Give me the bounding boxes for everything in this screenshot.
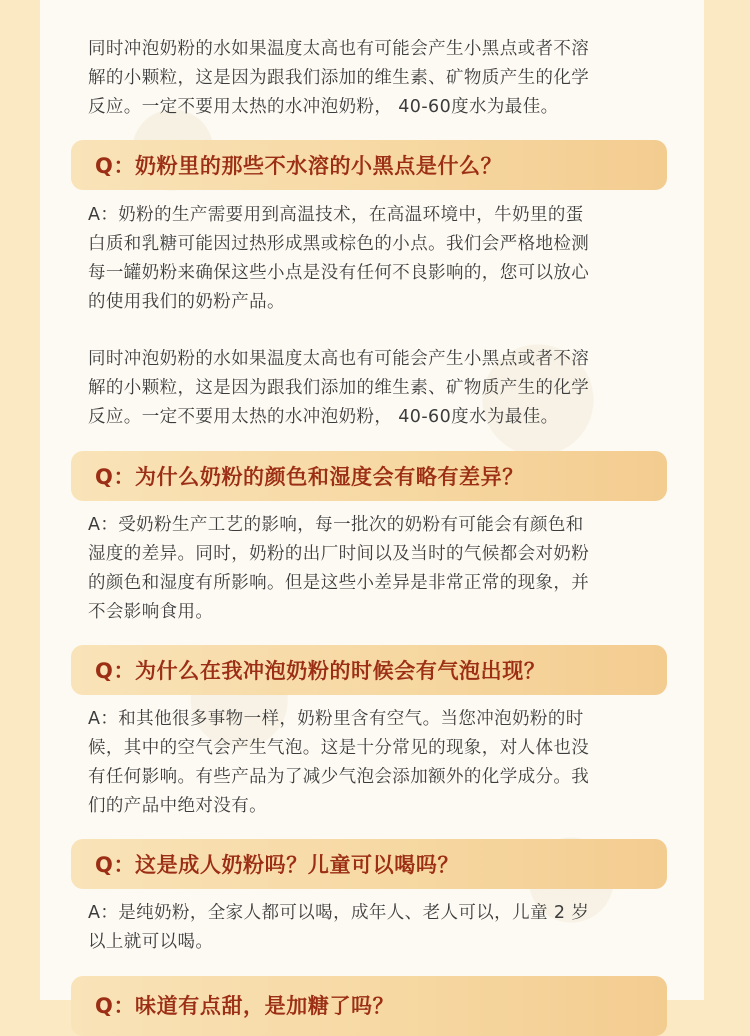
answer-line: 每一罐奶粉来确保这些小点是没有任何不良影响的，您可以放心 <box>88 263 590 283</box>
answer-line: 解的小颗粒，这是因为跟我们添加的维生素、矿物质产生的化学 <box>88 378 590 398</box>
faq-question-bar <box>71 839 667 889</box>
faq-question-bar <box>71 140 667 190</box>
faq-question-text: Q：味道有点甜，是加糖了吗？ <box>95 994 395 1018</box>
answer-line: 不会影响食用。 <box>88 602 214 622</box>
answer-line: 湿度的差异。同时，奶粉的出厂时间以及当时的气候都会对奶粉 <box>88 544 590 564</box>
faq-question-text: Q：为什么奶粉的颜色和湿度会有略有差异？ <box>95 465 524 489</box>
faq-question-bar <box>71 976 667 1036</box>
faq-question-text: Q：为什么在我冲泡奶粉的时候会有气泡出现？ <box>95 659 546 683</box>
faq-question-text: Q：奶粉里的那些不水溶的小黑点是什么？ <box>95 154 503 178</box>
intro-line: 反应。一定不要用太热的水冲泡奶粉， 40-60度水为最佳。 <box>88 97 559 117</box>
faq-answer-extra <box>88 345 658 432</box>
answer-line: 以上就可以喝。 <box>88 932 214 952</box>
answer-line: 白质和乳糖可能因过热形成黑或棕色的小点。我们会严格地检测 <box>88 234 590 254</box>
answer-line: 的使用我们的奶粉产品。 <box>88 292 285 312</box>
answer-line: 们的产品中绝对没有。 <box>88 796 267 816</box>
answer-line: A：受奶粉生产工艺的影响，每一批次的奶粉有可能会有颜色和 <box>88 515 584 535</box>
answer-line: 的颜色和湿度有所影响。但是这些小差异是非常正常的现象，并 <box>88 573 590 593</box>
faq-question-bar <box>71 451 667 501</box>
faq-answer <box>88 511 658 627</box>
answer-line: 同时冲泡奶粉的水如果温度太高也有可能会产生小黑点或者不溶 <box>88 349 590 369</box>
intro-paragraph <box>88 35 658 122</box>
faq-question-text: Q：这是成人奶粉吗？儿童可以喝吗？ <box>95 853 460 877</box>
answer-line: A：是纯奶粉，全家人都可以喝，成年人、老人可以，儿童 2 岁 <box>88 903 590 923</box>
answer-line: 有任何影响。有些产品为了减少气泡会添加额外的化学成分。我 <box>88 767 590 787</box>
faq-question-bar <box>71 645 667 695</box>
faq-answer <box>88 201 658 317</box>
intro-line: 同时冲泡奶粉的水如果温度太高也有可能会产生小黑点或者不溶 <box>88 39 590 59</box>
intro-line: 解的小颗粒，这是因为跟我们添加的维生素、矿物质产生的化学 <box>88 68 590 88</box>
faq-answer <box>88 899 658 957</box>
answer-line: 候，其中的空气会产生气泡。这是十分常见的现象，对人体也没 <box>88 738 590 758</box>
answer-line: A：奶粉的生产需要用到高温技术，在高温环境中，牛奶里的蛋 <box>88 205 584 225</box>
answer-line: 反应。一定不要用太热的水冲泡奶粉， 40-60度水为最佳。 <box>88 407 559 427</box>
faq-answer <box>88 705 658 821</box>
answer-line: A：和其他很多事物一样，奶粉里含有空气。当您冲泡奶粉的时 <box>88 709 584 729</box>
